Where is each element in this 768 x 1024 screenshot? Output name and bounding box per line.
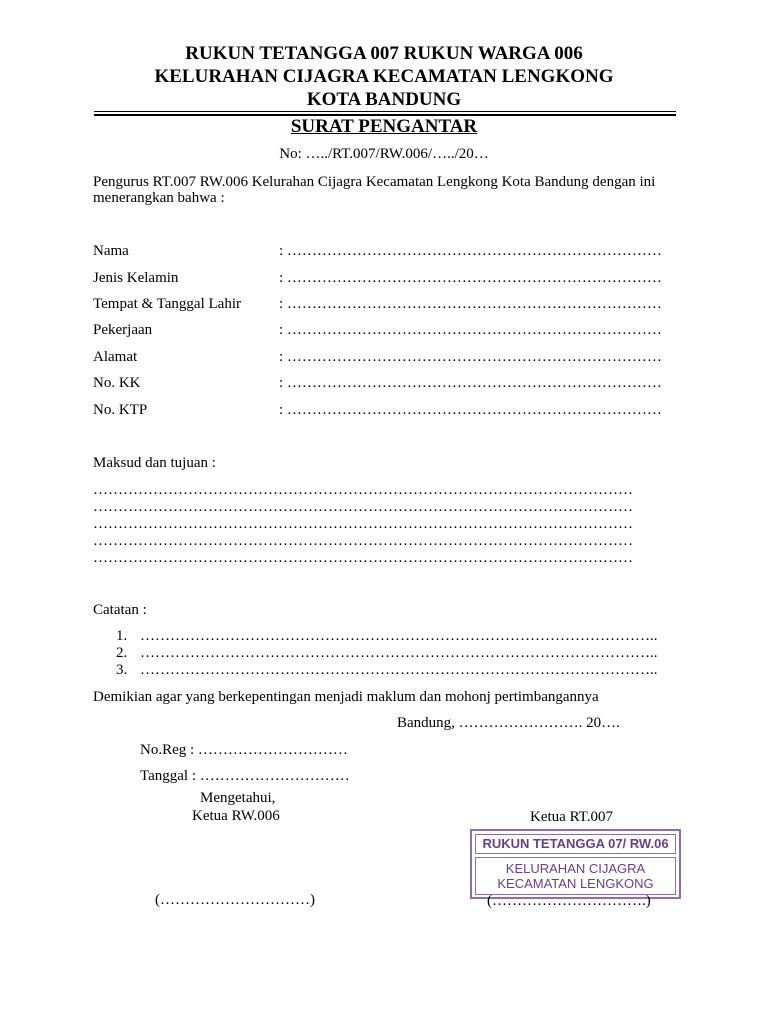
note-number: 1. (116, 628, 128, 644)
notes-label: Catatan : (93, 602, 147, 618)
rw-acknowledged: Mengetahui, (200, 790, 276, 806)
field-label-nama: Nama (93, 243, 129, 259)
field-label-alamat: Alamat (93, 349, 138, 365)
rw-signatory-title: Ketua RW.006 (192, 808, 280, 824)
registration-number: No.Reg : ………………………… (140, 742, 348, 758)
rt-stamp (470, 829, 681, 899)
header-line-2: KELURAHAN CIJAGRA KECAMATAN LENGKONG (154, 66, 614, 87)
field-value-no-kk: : ………………………………………………………………… (279, 375, 662, 391)
field-label-ttl: Tempat & Tanggal Lahir (93, 296, 241, 312)
rt-signatory-title: Ketua RT.007 (530, 809, 613, 825)
field-value-nama: : ………………………………………………………………… (279, 243, 662, 259)
field-value-no-ktp: : ………………………………………………………………… (279, 402, 662, 418)
stamp-line-1: KELURAHAN CIJAGRA (505, 861, 646, 876)
purpose-line: ……………………………………………………………………………………………… (93, 516, 633, 532)
document-number: No: …../RT.007/RW.006/…../20… (279, 146, 489, 162)
stamp-heading: RUKUN TETANGGA 07/ RW.06 (475, 834, 676, 854)
note-number: 2. (116, 645, 128, 661)
field-value-pekerjaan: : ………………………………………………………………… (279, 322, 662, 338)
field-value-alamat: : ………………………………………………………………… (279, 349, 662, 365)
header-rule-thin (94, 111, 676, 112)
field-value-ttl: : ………………………………………………………………… (279, 296, 662, 312)
stamp-line-2: KECAMATAN LENGKONG (497, 876, 654, 891)
stamp-body (475, 857, 676, 895)
header-line-3: KOTA BANDUNG (306, 89, 462, 110)
note-line: ………………………………………………………………………………………….. (140, 662, 658, 678)
purpose-line: ……………………………………………………………………………………………… (93, 533, 633, 549)
document-title: SURAT PENGANTAR (290, 116, 478, 137)
rw-signature-name: (…………………………) (155, 892, 315, 908)
intro-line-1: Pengurus RT.007 RW.006 Kelurahan Cijagra Kecamatan Lengkong Kota Bandung dengan ini (93, 174, 656, 190)
intro-line-2: menerangkan bahwa : (93, 190, 225, 206)
field-label-pekerjaan: Pekerjaan (93, 322, 153, 338)
note-number: 3. (116, 662, 128, 678)
header-line-1: RUKUN TETANGGA 007 RUKUN WARGA 006 (185, 43, 583, 64)
rt-signature-name: (………………………….) (487, 893, 651, 909)
place-date: Bandung, ……………………. 20…. (397, 715, 620, 731)
note-line: ………………………………………………………………………………………….. (140, 628, 658, 644)
purpose-line: ……………………………………………………………………………………………… (93, 550, 633, 566)
closing-statement: Demikian agar yang berkepentingan menjadi maklum dan mohonj pertimbangannya (93, 689, 599, 705)
purpose-label: Maksud dan tujuan : (93, 455, 216, 471)
field-label-no-kk: No. KK (93, 375, 141, 391)
field-label-no-ktp: No. KTP (93, 402, 148, 418)
field-value-jenis-kelamin: : ………………………………………………………………… (279, 270, 662, 286)
purpose-line: ……………………………………………………………………………………………… (93, 499, 633, 515)
registration-date: Tanggal : ………………………… (140, 768, 350, 784)
field-label-jenis-kelamin: Jenis Kelamin (93, 270, 179, 286)
purpose-line: ……………………………………………………………………………………………… (93, 482, 633, 498)
note-line: ………………………………………………………………………………………….. (140, 645, 658, 661)
